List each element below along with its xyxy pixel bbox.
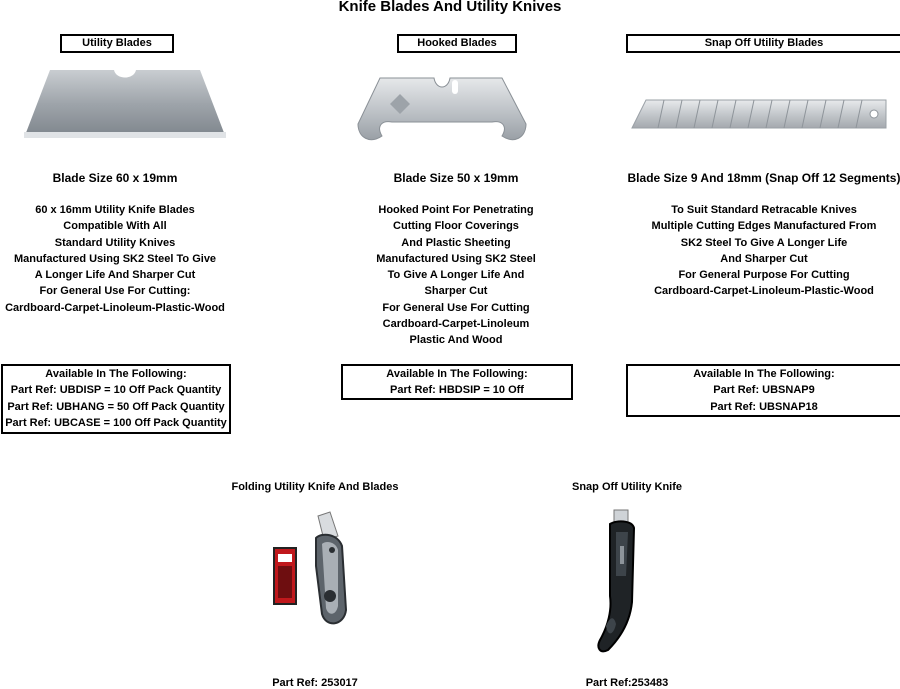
desc-line: Standard Utility Knives bbox=[54, 236, 176, 249]
part-ref-folding-knife: Part Ref: 253017 bbox=[272, 677, 358, 689]
availability-box-utility bbox=[1, 364, 231, 434]
desc-line: Hooked Point For Penetrating bbox=[378, 204, 534, 216]
desc-line: Cutting Floor Coverings bbox=[393, 220, 519, 233]
desc-line: And Plastic Sheeting bbox=[401, 236, 511, 249]
desc-utility bbox=[0, 202, 230, 316]
desc-line: SK2 Steel To Give A Longer Life bbox=[680, 236, 848, 249]
desc-line: For General Purpose For Cutting bbox=[678, 269, 850, 282]
desc-line: Sharper Cut bbox=[424, 285, 488, 298]
blade-size-utility: Blade Size 60 x 19mm bbox=[52, 171, 178, 185]
folding-knife-image bbox=[272, 510, 356, 634]
desc-snap-off bbox=[620, 202, 900, 300]
product-name-folding-knife: Folding Utility Knife And Blades bbox=[231, 481, 399, 493]
part-ref-snap-off-knife: Part Ref:253483 bbox=[585, 677, 669, 689]
desc-line: Manufactured Using SK2 Steel bbox=[376, 252, 536, 265]
desc-line: Manufactured Using SK2 Steel To Give bbox=[13, 252, 217, 265]
tag-snap-off-blades: Snap Off Utility Blades bbox=[626, 34, 900, 53]
avail-line: Available In The Following: bbox=[693, 368, 835, 380]
avail-line: Part Ref: UBSNAP9 bbox=[713, 384, 815, 397]
desc-hooked bbox=[340, 202, 572, 349]
avail-line: Part Ref: UBSNAP18 bbox=[710, 400, 818, 413]
page-title: Knife Blades And Utility Knives bbox=[338, 0, 562, 15]
desc-line: Cardboard-Carpet-Linoleum-Plastic-Wood bbox=[5, 301, 225, 314]
avail-line: Available In The Following: bbox=[45, 368, 187, 380]
snap-off-knife-image bbox=[594, 506, 642, 656]
utility-blade-image bbox=[22, 66, 228, 146]
desc-line: And Sharper Cut bbox=[720, 252, 808, 265]
availability-box-snap-off bbox=[626, 364, 900, 417]
product-name-snap-off-knife: Snap Off Utility Knife bbox=[572, 481, 682, 493]
blade-size-hooked: Blade Size 50 x 19mm bbox=[393, 171, 519, 185]
desc-line: For General Use For Cutting bbox=[382, 301, 530, 314]
avail-line: Part Ref: UBDISP = 10 Off Pack Quantity bbox=[10, 384, 222, 397]
hooked-blade-image bbox=[352, 72, 532, 152]
desc-line: Compatible With All bbox=[63, 220, 167, 233]
avail-line: Available In The Following: bbox=[386, 368, 528, 380]
tag-utility-blades: Utility Blades bbox=[60, 34, 174, 53]
desc-line: A Longer Life And Sharper Cut bbox=[34, 269, 196, 282]
availability-box-hooked bbox=[341, 364, 573, 400]
desc-line: Cardboard-Carpet-Linoleum-Plastic-Wood bbox=[654, 285, 874, 298]
tag-hooked-blades: Hooked Blades bbox=[397, 34, 517, 53]
snap-off-blade-image bbox=[628, 90, 892, 134]
desc-line: For General Use For Cutting: bbox=[39, 285, 191, 298]
blade-size-snap-off: Blade Size 9 And 18mm (Snap Off 12 Segments) bbox=[627, 171, 900, 185]
desc-line: To Suit Standard Retracable Knives bbox=[671, 204, 857, 216]
desc-line: Plastic And Wood bbox=[409, 334, 503, 347]
avail-line: Part Ref: UBCASE = 100 Off Pack Quantity bbox=[5, 416, 227, 429]
avail-line: Part Ref: UBHANG = 50 Off Pack Quantity bbox=[7, 400, 225, 413]
desc-line: Multiple Cutting Edges Manufactured From bbox=[651, 220, 877, 233]
desc-line: To Give A Longer Life And bbox=[387, 269, 525, 282]
avail-line: Part Ref: HBDSIP = 10 Off bbox=[390, 384, 524, 397]
desc-line: Cardboard-Carpet-Linoleum bbox=[382, 318, 530, 331]
desc-line: 60 x 16mm Utility Knife Blades bbox=[35, 204, 195, 216]
